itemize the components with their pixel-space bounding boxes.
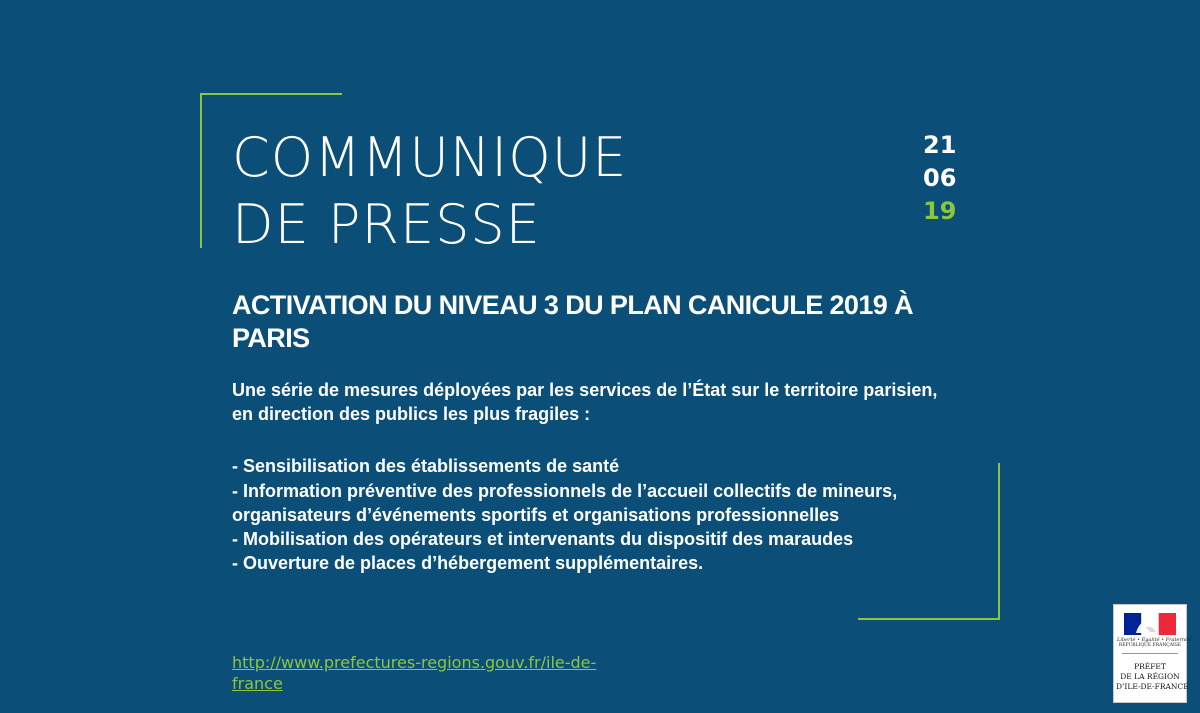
marianne-flag-icon xyxy=(1124,613,1176,635)
body-text xyxy=(232,378,962,575)
page-title xyxy=(232,124,627,258)
list-item: - Sensibilisation des établissements de santé xyxy=(232,456,620,477)
prefecture-website-link[interactable]: http://www.prefectures-regions.gouv.fr/ile-de-france xyxy=(232,653,597,693)
publication-date xyxy=(923,129,956,228)
date-day: 21 xyxy=(923,131,957,159)
list-item: - Mobilisation des opérateurs et intervenants du dispositif des maraudes xyxy=(232,529,854,550)
list-item: - Information préventive des professionnels de l’accueil collectifs de mineurs, organisateurs d’événements sportifs et organisations professionnelles xyxy=(232,480,898,525)
frame-corner-bottom xyxy=(858,618,1000,620)
logo-line2: DE LA RÉGION xyxy=(1120,672,1180,681)
logo-motto: Liberté • Égalité • Fraternité xyxy=(1117,637,1192,643)
headline: ACTIVATION DU NIVEAU 3 DU PLAN CANICULE 2019 À PARIS xyxy=(232,290,913,353)
date-month: 06 xyxy=(923,164,957,192)
logo-prefect-text xyxy=(1116,662,1189,692)
frame-corner-top xyxy=(200,93,342,95)
intro-paragraph: Une série de mesures déployées par les services de l’État sur le territoire parisien, en direction des publics les plus fragiles : xyxy=(232,380,938,425)
measures-list xyxy=(232,454,962,575)
page-title-line1: COMMUNIQUE xyxy=(232,126,628,189)
list-item: - Ouverture de places d’hébergement supplémentaires. xyxy=(232,553,704,574)
paragraph-spacer xyxy=(232,426,962,454)
logo-divider xyxy=(1122,653,1178,654)
page-title-line2: DE PRESSE xyxy=(232,193,541,256)
frame-corner-left xyxy=(200,93,202,248)
prefecture-logo xyxy=(1113,604,1192,703)
frame-corner-right xyxy=(998,463,1000,620)
logo-line1: PRÉFET xyxy=(1134,662,1166,671)
logo-line3: D’ILE-DE-FRANCE xyxy=(1116,682,1189,691)
logo-republic: RÉPUBLIQUE FRANÇAISE xyxy=(1118,643,1182,648)
date-year: 19 xyxy=(923,197,957,225)
